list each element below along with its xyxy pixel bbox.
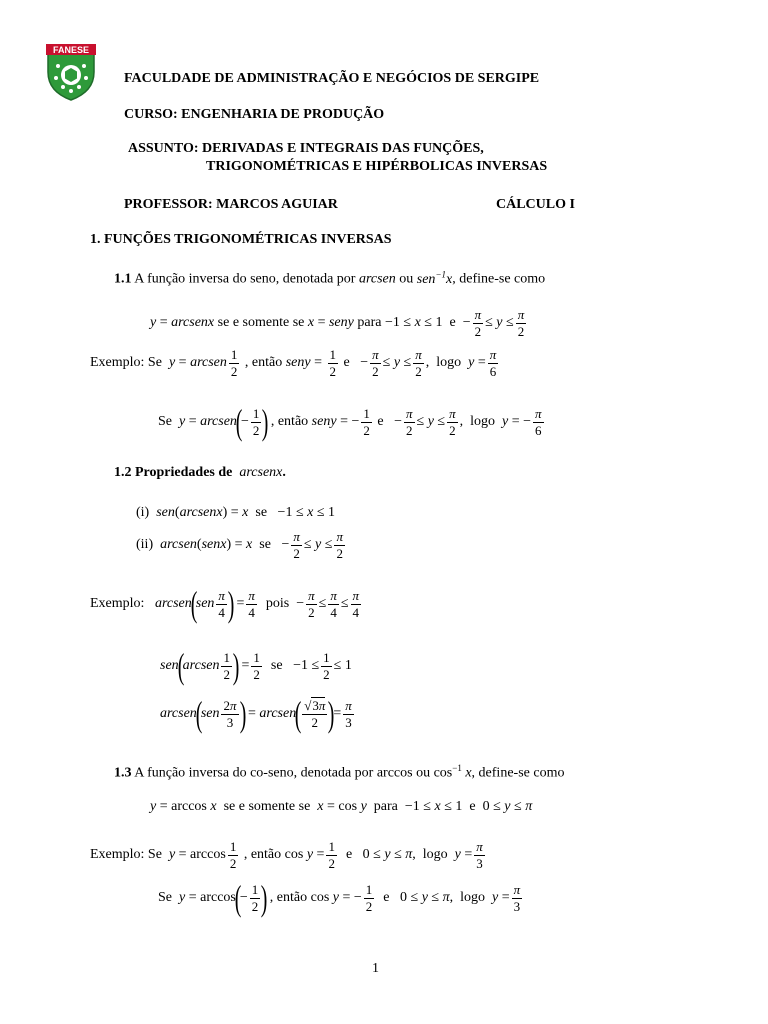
example-arccos-1: Exemplo: Se y = arccos $\frac{1}{2}$ , então cos y = $\frac{1}{2}$ e 0 ≤ y ≤ π , logo y = $\frac{\pi}{3}$ bbox=[90, 839, 483, 871]
property-ii: (ii) arcsen ( senx ) = x se − $\frac{\pi}{2}$ ≤ y ≤ $\frac{\pi}{2}$ bbox=[136, 529, 343, 561]
s12-title: 1.2 Propriedades de arcsenx. bbox=[114, 465, 286, 480]
s13-intro: 1.3 A função inversa do co-seno, denotada por arccos ou $\cos^{-1} x$, define-se como bbox=[114, 763, 565, 781]
s11-intro: 1.1 A função inversa do seno, denotada por arcsen ou sen$^{-1}$x, define-se como bbox=[114, 269, 546, 287]
arcsen-definition: y = arcsenx se e somente se x = seny para −1 ≤ x ≤ 1 e − $\frac{\pi}{2}$ ≤ y ≤ $\frac{\pi}{2}$ bbox=[150, 307, 525, 339]
logo-text: FANESE bbox=[52, 45, 90, 55]
professor: PROFESSOR: MARCOS AGUIAR bbox=[124, 197, 338, 212]
section-title: 1. FUNÇÕES TRIGONOMÉTRICAS INVERSAS bbox=[90, 232, 392, 247]
subject-line-1: ASSUNTO: DERIVADAS E INTEGRAIS DAS FUNÇÕES, bbox=[128, 141, 484, 156]
course-name: CURSO: ENGENHARIA DE PRODUÇÃO bbox=[124, 107, 385, 122]
page-number: 1 bbox=[372, 961, 379, 976]
arccos-definition: y = arccos x se e somente se x = cos y para −1 ≤ x ≤ 1 e 0 ≤ y ≤ π bbox=[150, 799, 533, 814]
example-arcsen-1: Exemplo: Se y = arcsen $\frac{1}{2}$ , então seny = $\frac{1}{2}$ e − $\frac{\pi}{2}$ ≤ y ≤ $\frac{\pi}{2}$ , logo y = $\frac{\pi}{6}$ bbox=[90, 347, 497, 379]
institution-name: FACULDADE DE ADMINISTRAÇÃO E NEGÓCIOS DE SERGIPE bbox=[124, 71, 540, 86]
property-i: (i) sen ( arcsenx ) = x se −1 ≤ x ≤ 1 bbox=[136, 505, 336, 520]
subject-line-2: TRIGONOMÉTRICAS E HIPÉRBOLICAS INVERSAS bbox=[206, 159, 548, 174]
example-arccos-2: Se y = arccos ( − $\frac{1}{2}$ ) , então cos y = − $\frac{1}{2}$ e 0 ≤ y ≤ π , logo y = $\frac{\pi}{3}$ bbox=[158, 878, 521, 918]
example-arcsen-2: Se y = arcsen ( − $\frac{1}{2}$ ) , então seny = − $\frac{1}{2}$ e − $\frac{\pi}{2}$ ≤ y ≤ $\frac{\pi}{2}$ , logo y = − $\frac{\pi}{6}$ bbox=[158, 402, 542, 442]
discipline: CÁLCULO I bbox=[496, 197, 575, 212]
example-property-2: sen ( arcsen $\frac{1}{2}$ ) = $\frac{1}{2}$ se −1 ≤ $\frac{1}{2}$ ≤ 1 bbox=[160, 646, 352, 686]
example-property-1: Exemplo: arcsen ( sen $\frac{\pi}{4}$ ) = $\frac{\pi}{4}$ pois − $\frac{\pi}{2}$ ≤ $\frac{\pi}{4}$ ≤ $\frac{\pi}{4}$ bbox=[90, 584, 360, 624]
fanese-logo bbox=[44, 42, 98, 102]
example-property-3: arcsen ( sen $\frac{2\pi}{3}$ ) = arcsen ( $\frac{√3\pi}{2}$ ) = $\frac{\pi}{3}$ bbox=[160, 694, 352, 734]
